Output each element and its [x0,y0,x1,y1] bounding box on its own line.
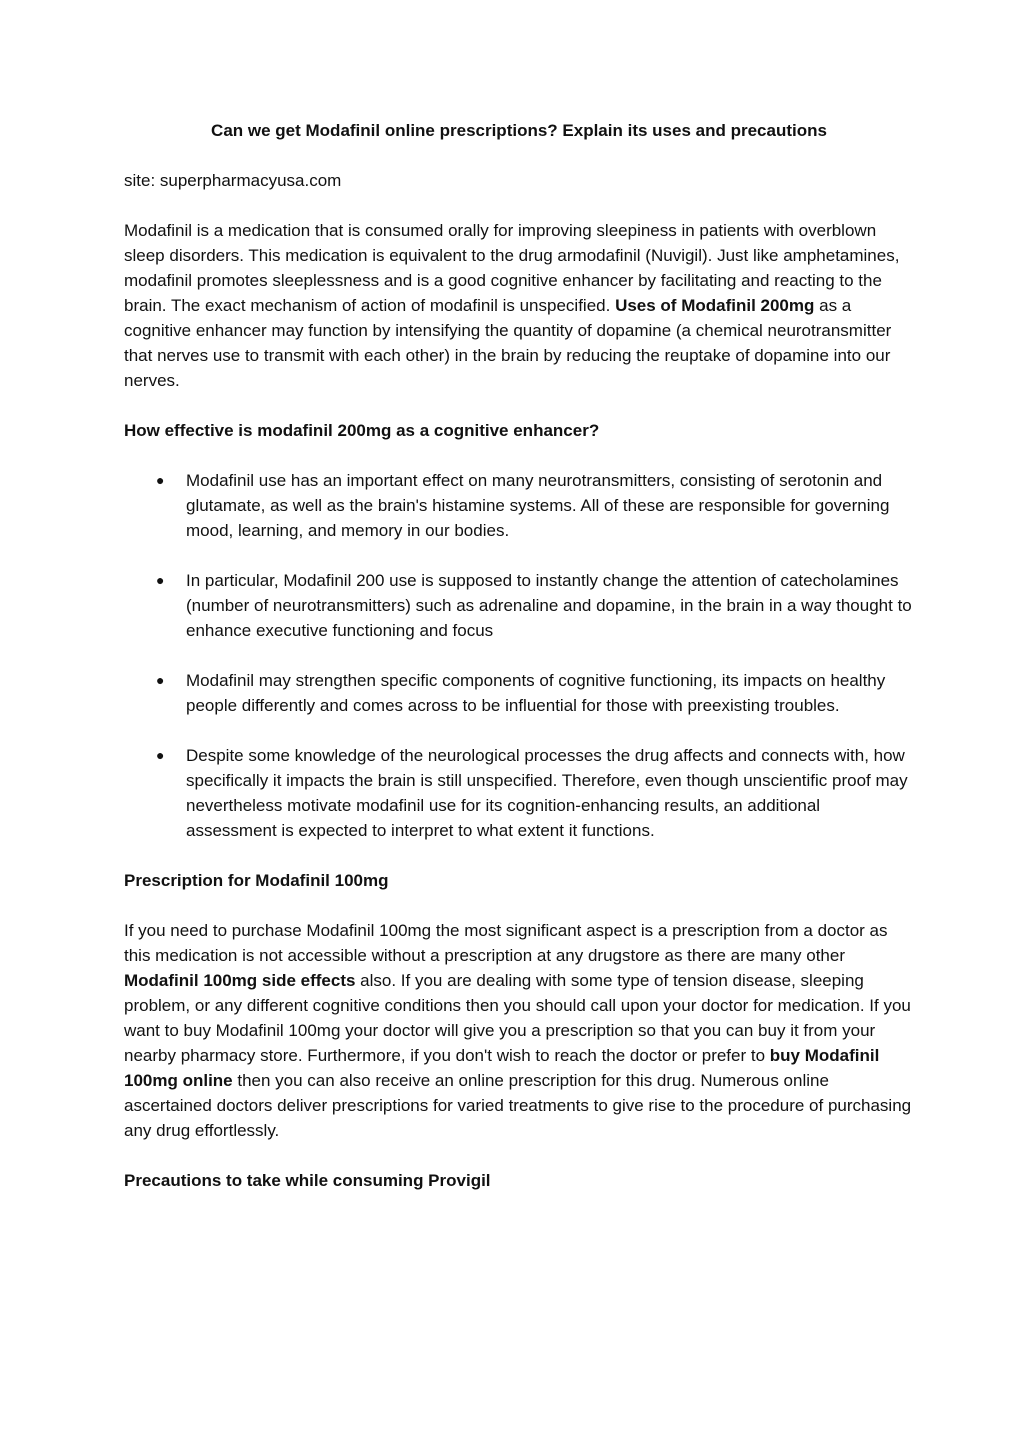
list-item [124,568,914,643]
prescription-text-1: If you need to purchase Modafinil 100mg the most significant aspect is a prescription from a doctor as this medication is not accessible without a prescription at any drugstore as there are many other [124,921,888,965]
list-item [124,468,914,543]
document-title: Can we get Modafinil online prescriptions? Explain its uses and precautions [211,121,827,140]
heading-precautions: Precautions to take while consuming Provigil [124,1171,491,1190]
bullet-icon: ● [156,472,165,488]
intro-paragraph [124,218,914,393]
site-line: site: superpharmacyusa.com [124,171,342,190]
heading-effective: How effective is modafinil 200mg as a cognitive enhancer? [124,421,600,440]
intro-text-2: as a cognitive enhancer may function by intensifying the quantity of dopamine (a chemical neurotransmitter that nerves use to transmit with each other) in the brain by reducing the reuptake of dopamine into our nerves. [124,296,892,390]
bullet-icon: ● [156,747,165,763]
prescription-text-3: then you can also receive an online prescription for this drug. Numerous online ascertained doctors deliver prescriptions for varied treatments to give rise to the procedure of purchasing any drug effortlessly. [124,1071,912,1140]
list-item-text: Despite some knowledge of the neurological processes the drug affects and connects with, how specifically it impacts the brain is still unspecified. Therefore, even though unscientific proof may nevertheless motivate modafinil use for its cognition-enhancing results, an additional assessment is expected to interpret to what extent it functions. [186,746,908,840]
document-page [124,118,914,1218]
list-item [124,668,914,718]
prescription-bold-buy-online: buy Modafinil 100mg online [124,1046,880,1090]
bullet-icon: ● [156,672,165,688]
intro-text-1: Modafinil is a medication that is consumed orally for improving sleepiness in patients with overblown sleep disorders. This medication is equivalent to the drug armodafinil (Nuvigil). Just like amphetamines, modafinil promotes sleeplessness and is a good cognitive enhancer by facilitating and reacting to the brain. The exact mechanism of action of modafinil is unspecified. [124,221,900,315]
bullet-list [124,468,914,843]
list-item-text: In particular, Modafinil 200 use is supposed to instantly change the attention of catecholamines (number of neurotransmitters) such as adrenaline and dopamine, in the brain in a way thought to enhance executive functioning and focus [186,571,912,640]
list-item [124,743,914,843]
list-item-text: Modafinil use has an important effect on many neurotransmitters, consisting of serotonin and glutamate, as well as the brain's histamine systems. All of these are responsible for governing mood, learning, and memory in our bodies. [186,471,890,540]
bullet-icon: ● [156,572,165,588]
prescription-bold-side-effects: Modafinil 100mg side effects [124,971,356,990]
heading-prescription: Prescription for Modafinil 100mg [124,871,389,890]
prescription-text-2: also. If you are dealing with some type of tension disease, sleeping problem, or any different cognitive conditions then you should call upon your doctor for medication. If you want to buy Modafinil 100mg your doctor will give you a prescription so that you can buy it from your nearby pharmacy store. Furthermore, if you don't wish to reach the doctor or prefer to [124,971,911,1065]
prescription-paragraph [124,918,914,1143]
list-item-text: Modafinil may strengthen specific components of cognitive functioning, its impacts on healthy people differently and comes across to be influential for those with preexisting troubles. [186,671,886,715]
intro-bold-uses: Uses of Modafinil 200mg [615,296,815,315]
